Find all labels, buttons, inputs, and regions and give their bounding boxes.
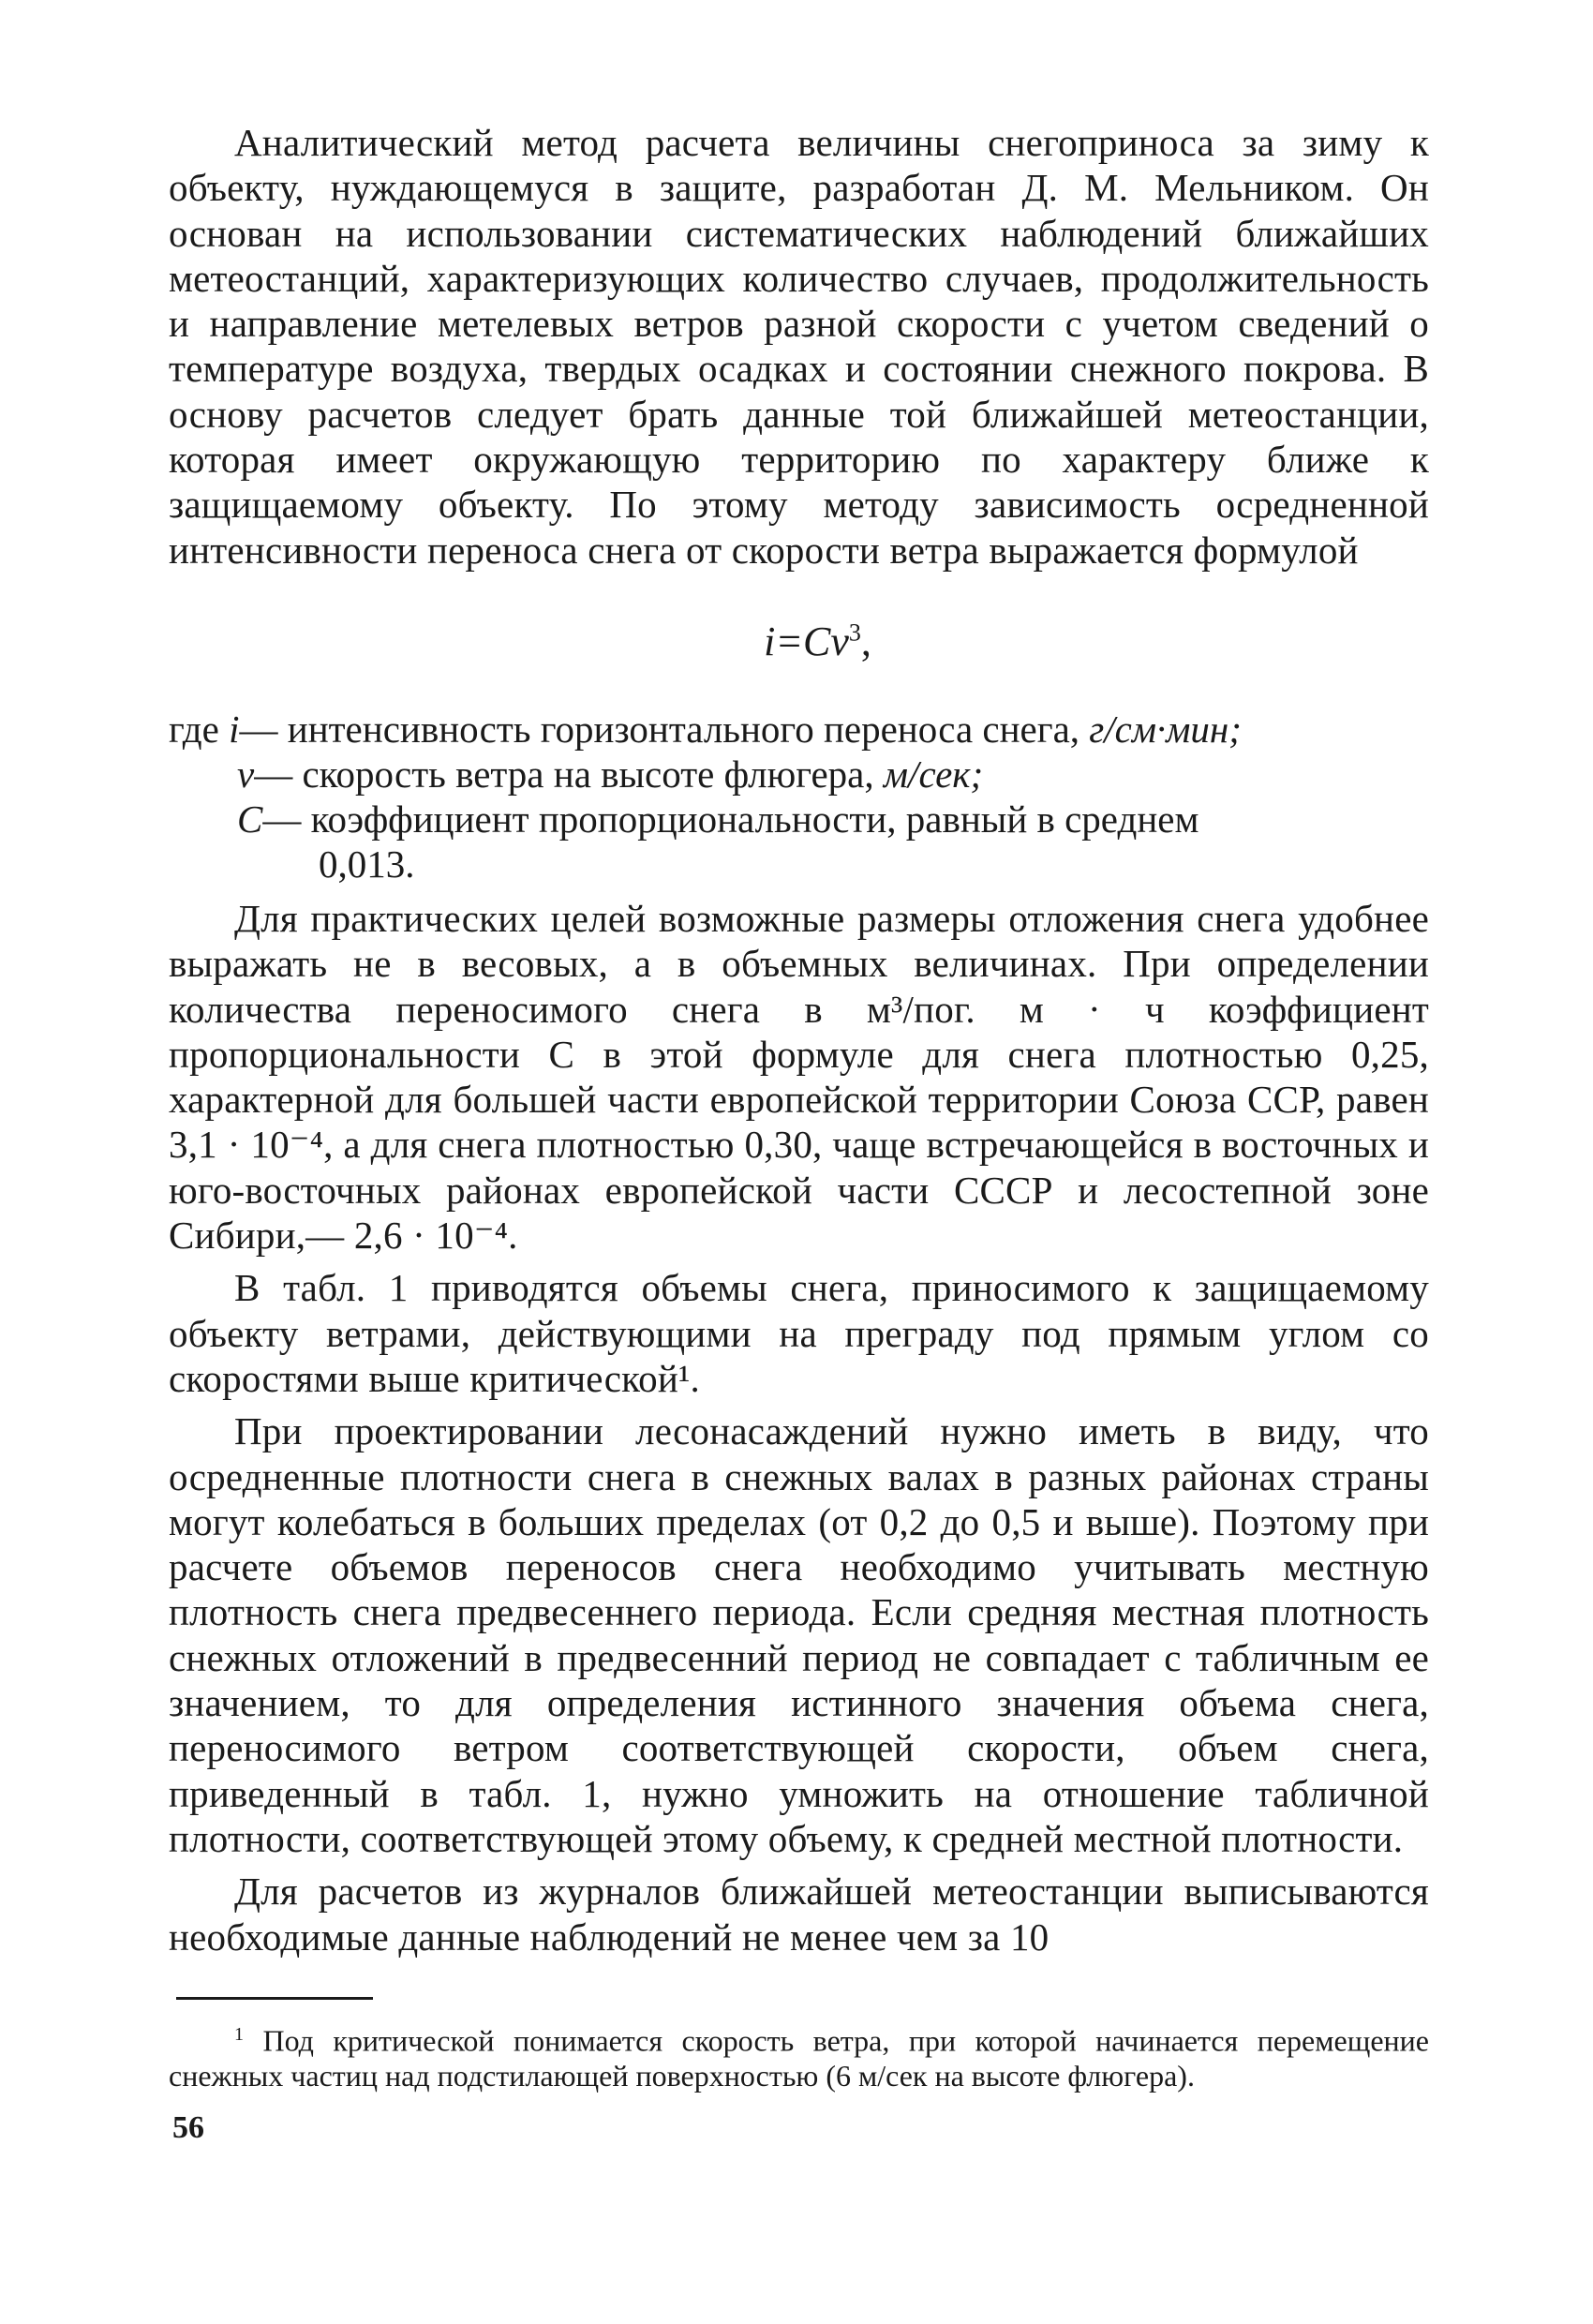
formula-rhs: Cv xyxy=(803,618,849,664)
definition-i xyxy=(169,707,1429,752)
formula-eq: = xyxy=(775,618,804,664)
footnote xyxy=(169,2017,1429,2094)
definition-i-unit: г/см·мин; xyxy=(1089,707,1242,751)
paragraph-3: В табл. 1 приводятся объемы снега, приносимого к защищаемому объекту ветрами, действующими на преграду под прямым углом со скоростями выше критической¹. xyxy=(169,1266,1429,1400)
definition-i-symbol: i xyxy=(229,707,240,751)
paragraph-2: Для практических целей возможные размеры отложения снега удобнее выражать не в весовых, а в объемных величинах. При определении количества переносимого снега в м³/пог. м · ч коэффициент пропорциональности C в этой формуле для снега плотностью 0,25, характерной для большей части европейской территории Союза ССР, равен 3,1 · 10⁻⁴, а для снега плотностью 0,30, чаще встречающейся в восточных и юго-восточных районах европейской части СССР и лесостепной зоне Сибири,— 2,6 · 10⁻⁴. xyxy=(169,896,1429,1258)
definition-v-text: — скорость ветра на высоте флюгера, xyxy=(254,752,874,796)
definition-v xyxy=(169,752,1429,797)
definition-v-symbol: v xyxy=(237,752,255,796)
definition-c-value: 0,013. xyxy=(319,842,415,886)
paragraph-1: Аналитический метод расчета величины снегоприноса за зиму к объекту, нуждающемуся в защите, разработан Д. М. Мельником. Он основан на использовании систематических наблюдений ближайших метеостанций, характеризующих количество случаев, продолжительность и направление метелевых ветров разной скорости с учетом сведений о температуре воздуха, твердых осадках и состоянии снежного покрова. В основу расчетов следует брать данные той ближайшей метеостанции, которая имеет окружающую территорию по характеру ближе к защищаемому объекту. По этому методу зависимость осредненной интенсивности переноса снега от скорости ветра выражается формулой xyxy=(169,121,1429,572)
definition-c-text: — коэффициент пропорциональности, равный в среднем xyxy=(262,797,1199,841)
formula xyxy=(169,618,1429,665)
footnote-mark: 1 xyxy=(234,2023,244,2045)
definition-c xyxy=(169,797,1429,842)
formula-tail: , xyxy=(860,618,871,664)
definitions-list xyxy=(169,707,1429,886)
page-number: 56 xyxy=(172,2110,204,2146)
footnote-text: Под критической понимается скорость ветра, при которой начинается перемещение снежных частиц над подстилающей поверхностью (6 м/сек на высоте флюгера). xyxy=(169,2023,1429,2093)
formula-lhs: i xyxy=(764,618,776,664)
paragraph-4: При проектировании лесонасаждений нужно иметь в виду, что осредненные плотности снега в снежных валах в разных районах страны могут колебаться в больших пределах (от 0,2 до 0,5 и выше). Поэтому при расчете объемов переносов снега необходимо учитывать местную плотность снега предвесеннего периода. Если средняя местная плотность снежных отложений в предвесенний период не совпадает с табличным ее значением, то для определения истинного значения объема снега, переносимого ветром соответствующей скорости, объем снега, приведенный в табл. 1, нужно умножить на отношение табличной плотности, соответствующей этому объему, к средней местной плотности. xyxy=(169,1409,1429,1860)
formula-exponent: 3 xyxy=(848,618,861,647)
definition-i-text: — интенсивность горизонтального переноса снега, xyxy=(239,707,1080,751)
paragraph-5: Для расчетов из журналов ближайшей метеостанции выписываются необходимые данные наблюдений не менее чем за 10 xyxy=(169,1870,1429,1959)
footnote-divider xyxy=(176,1997,373,2000)
document-page xyxy=(169,120,1429,2146)
definition-where: где xyxy=(169,707,219,751)
definition-v-unit: м/сек; xyxy=(883,752,984,796)
definition-c-symbol: C xyxy=(237,797,263,841)
